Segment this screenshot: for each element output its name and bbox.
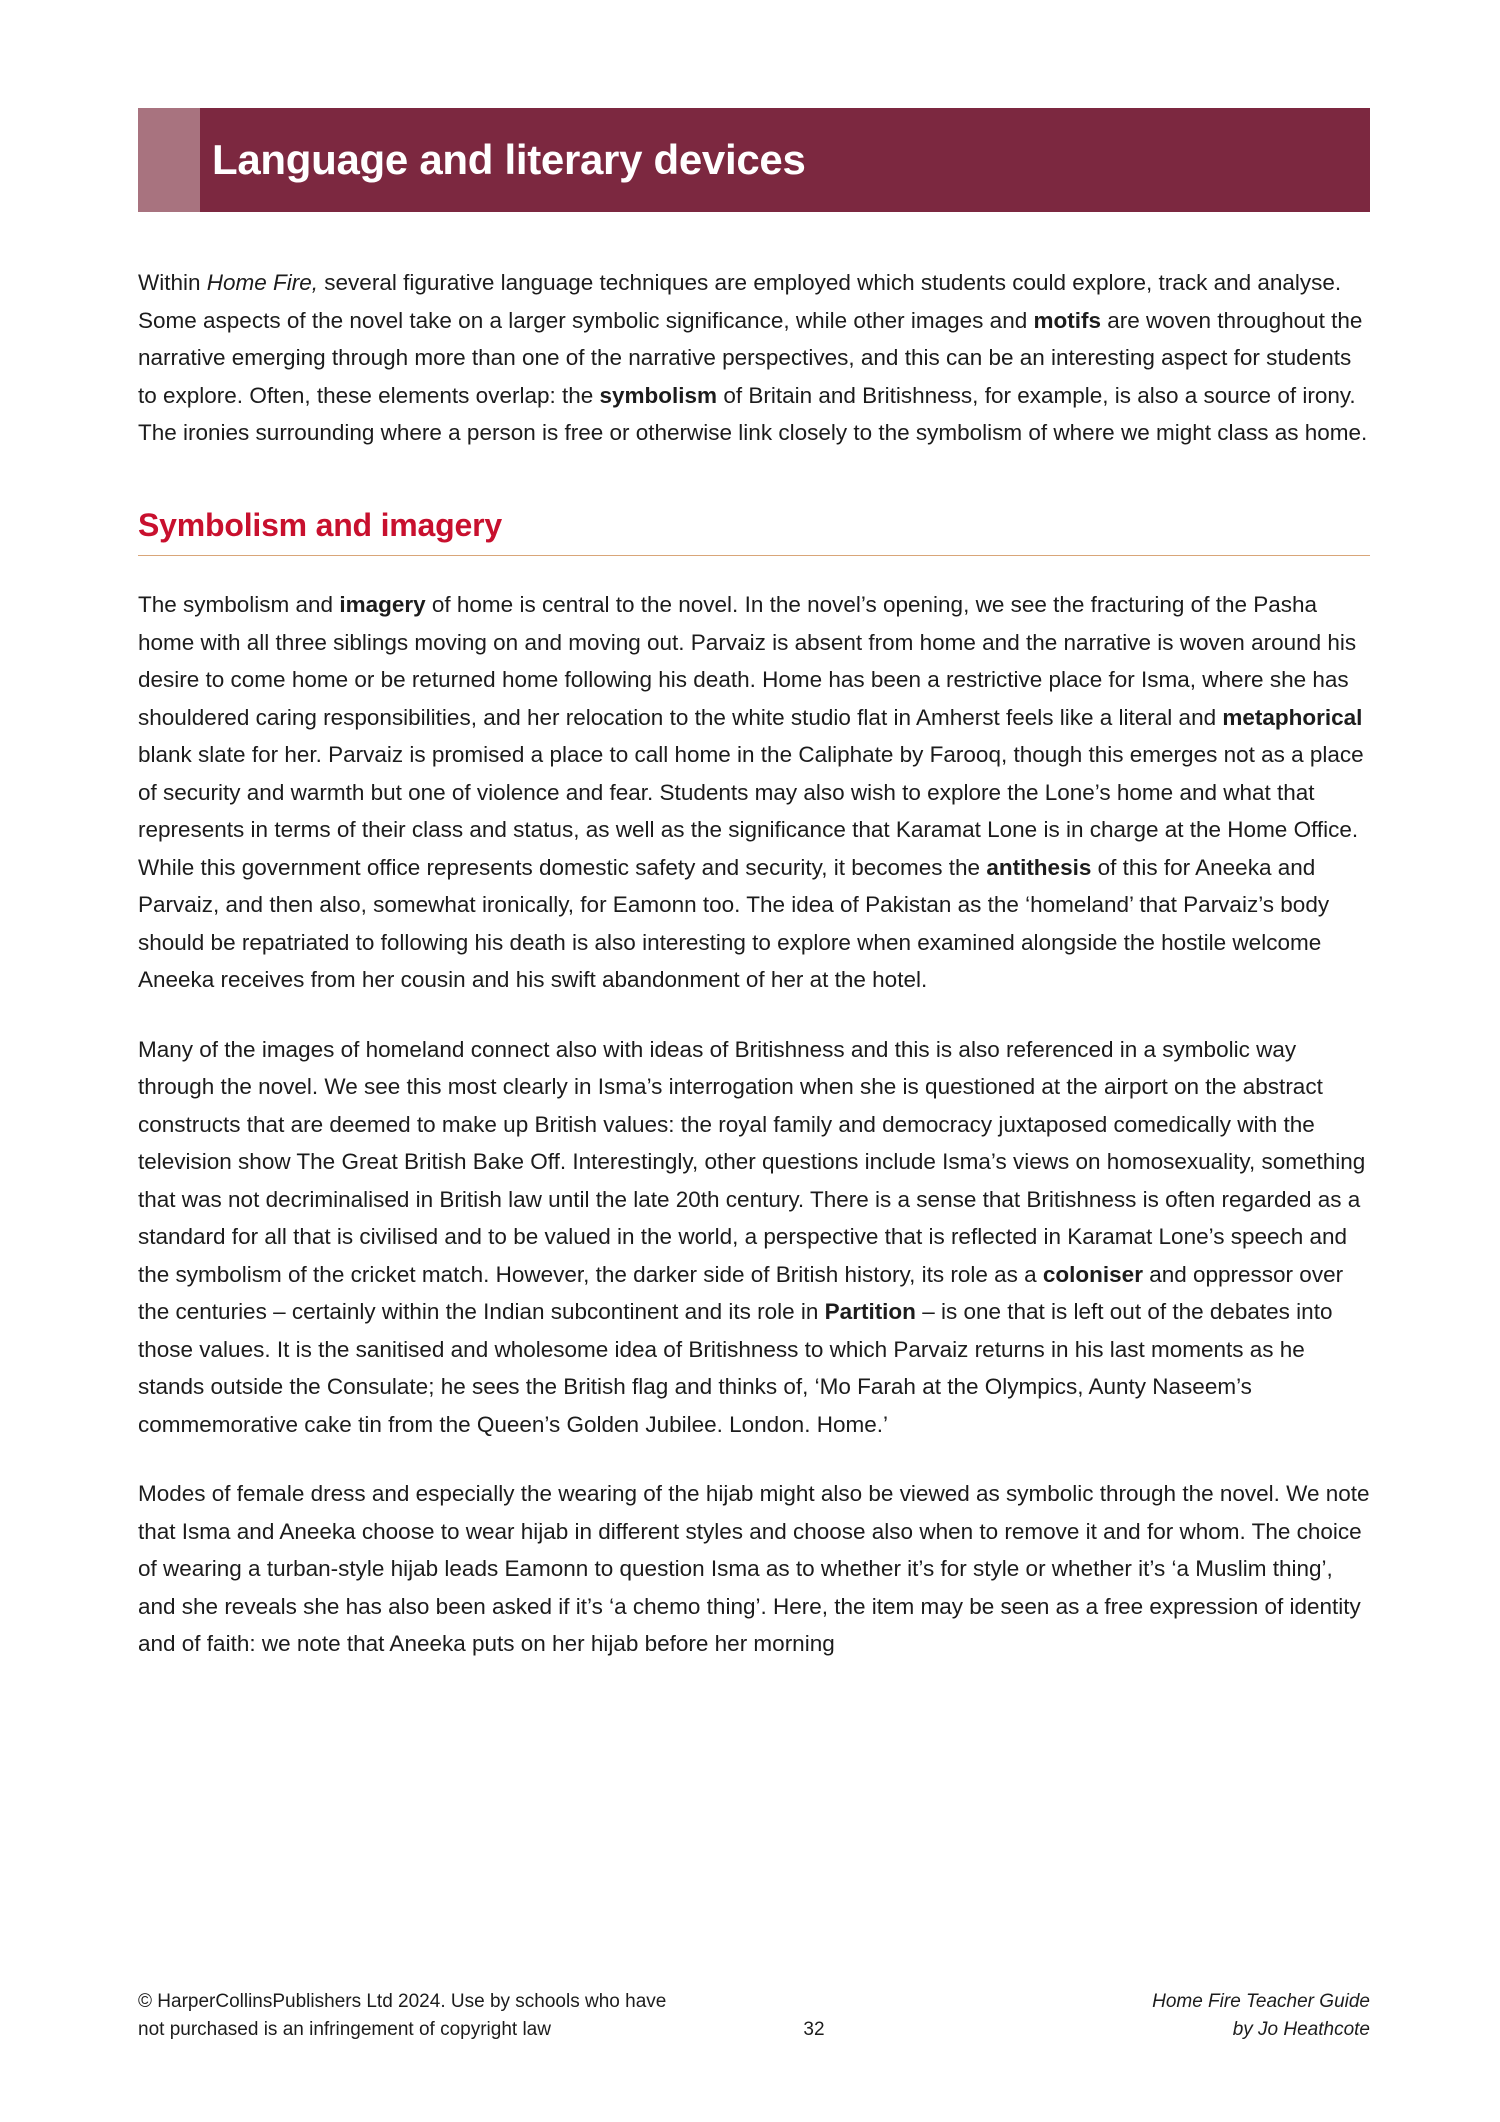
page-footer <box>138 1988 1370 2044</box>
p2-bold-coloniser: coloniser <box>1042 1261 1143 1287</box>
footer-page-number: 32 <box>803 2019 825 2040</box>
footer-copyright-line-1: © HarperCollinsPublishers Ltd 2024. Use by schools who <box>138 1991 620 2012</box>
p2-text-2: and oppressor over the centuries – certainly within the Indian subcontinent and its role in <box>138 1261 1344 1325</box>
footer-guide-title: Home Fire Teacher Guide <box>1152 1991 1370 2012</box>
section-divider-rule <box>138 555 1370 557</box>
intro-text-1: Within <box>138 270 207 295</box>
p1-text-1: The symbolism and <box>138 592 340 618</box>
p2-text-1: Many of the images of homeland connect also with ideas of Britishness and this is also referenced in a symbolic way through the novel. We see this most clearly in Isma’s interrogation when she is questioned at the airport on the abstract constructs that are deemed to make up British values: the royal family and democracy juxtaposed comedically with the television show The Great British Bake Off. Interestingly, other questions include Isma’s views on homosexuality, something that was not decriminalised in British law until the late 20th century. There is a sense that Britishness is often regarded as a standard for all that is civilised and to be valued in the world, a perspective that is reflected in Karamat Lone’s speech and the symbolism of the cricket match. However, the darker side of British history, its role as a <box>138 1036 1366 1287</box>
body-paragraph-1 <box>138 586 1370 999</box>
body-paragraph-3: Modes of female dress and especially the wearing of the hijab might also be viewed as symbolic through the novel. We note that Isma and Aneeka choose to wear hijab in different styles and choose also when to remove it and for whom. The choice of wearing a turban-style hijab leads Eamonn to question Isma as to whether it’s for style or whether it’s ‘a Muslim thing’, and she reveals she has also been asked if it’s ‘a chemo thing’. Here, the item may be seen as a free expression of identity and of faith: we note that Aneeka puts on her hijab before her morning <box>138 1481 1370 1657</box>
intro-italic-title: Home Fire, <box>206 270 319 295</box>
p2-text-3: – is one that is left out of the debates into those values. It is the sanitised and wholesome idea of Britishness to which Parvaiz returns in his last moments as he stands outside the Consulate; he sees the British flag and thinks of, ‘Mo Farah at the Olympics, Aunty Naseem’s commemorative cake tin from the Queen’s Golden Jubilee. London. Home.’ <box>138 1299 1333 1437</box>
footer-guide-info <box>950 1988 1370 2044</box>
p1-text-4: of this for Aneeka and Parvaiz, and then also, somewhat ironically, for Eamonn too. The idea of Pakistan as the ‘homeland’ that Parvaiz’s body should be repatriated to following his death is also interesting to explore when examined alongside the hostile welcome Aneeka receives from her cousin and his swift abandonment of her at the hotel. <box>138 854 1330 993</box>
footer-copyright <box>138 1988 678 2044</box>
p1-bold-metaphorical: metaphorical <box>1222 704 1363 730</box>
page-header-banner <box>138 108 1370 212</box>
intro-text-4: of Britain and Britishness, for example, is also a source of irony. The ironies surrounding where a person is free or otherwise link closely to the symbolism of where we might class as home. <box>138 382 1368 445</box>
intro-paragraph <box>138 264 1370 452</box>
section-heading-block <box>138 508 1370 557</box>
footer-copyright-line-2: have not purchased is an infringement of copyright law <box>138 1991 667 2040</box>
p1-bold-imagery: imagery <box>339 592 426 618</box>
intro-text-3: are woven throughout the narrative emerging through more than one of the narrative perspectives, and this can be an interesting aspect for students to explore. Often, these elements overlap: the <box>138 307 1363 408</box>
intro-bold-motifs: motifs <box>1033 307 1101 333</box>
p1-bold-antithesis: antithesis <box>986 854 1092 880</box>
body-paragraph-2 <box>138 1031 1370 1444</box>
intro-text-2: several figurative language techniques are employed which students could explore, track and analyse. Some aspects of the novel take on a larger symbolic significance, while other images and <box>138 270 1342 333</box>
page-content <box>138 0 1370 1663</box>
p2-bold-partition: Partition <box>824 1299 916 1325</box>
p1-text-2: of home is central to the novel. In the novel’s opening, we see the fracturing of the Pasha home with all three siblings moving on and moving out. Parvaiz is absent from home and the narrative is woven around his desire to come home or be returned home following his death. Home has been a restrictive place for Isma, where she has shouldered caring responsibilities, and her relocation to the white studio flat in Amherst feels like a literal and <box>138 592 1357 730</box>
section-heading: Symbolism and imagery <box>138 506 502 543</box>
p1-text-3: blank slate for her. Parvaiz is promised a place to call home in the Caliphate by Farooq, though this emerges not as a place of security and warmth but one of violence and fear. Students may also wish to explore the Lone’s home and what that represents in terms of their class and status, as well as the significance that Karamat Lone is in charge at the Home Office. While this government office represents domestic safety and security, it becomes the <box>138 742 1364 880</box>
intro-bold-symbolism: symbolism <box>599 382 718 408</box>
page-title: Language and literary devices <box>212 136 806 183</box>
footer-author: by Jo Heathcote <box>1232 2019 1370 2040</box>
banner-accent-stripe <box>138 108 200 212</box>
